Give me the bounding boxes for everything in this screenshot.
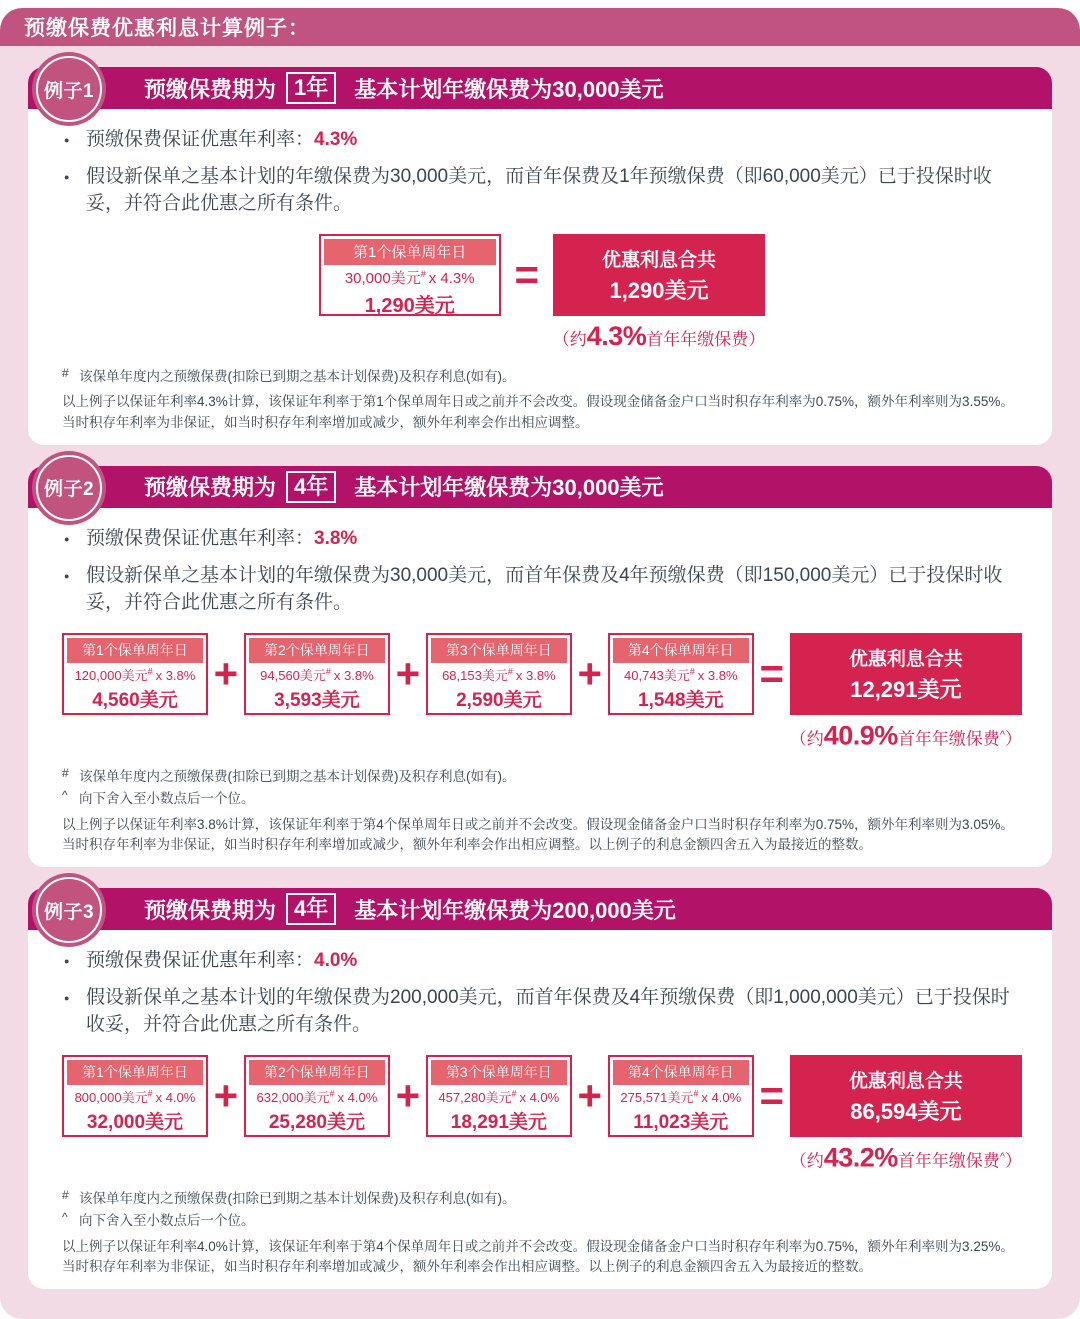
premium-text: 基本计划年缴保费为30,000美元 bbox=[354, 475, 664, 501]
hash-sup: # bbox=[147, 666, 153, 677]
caption-percent: 43.2% bbox=[823, 1142, 898, 1173]
rate-value: 3.8% bbox=[314, 527, 358, 549]
footnote-caret bbox=[62, 1211, 1022, 1231]
formula bbox=[431, 665, 567, 684]
formula-amount: 275,571美元 bbox=[620, 1090, 694, 1106]
formula-result: 11,023美元 bbox=[633, 1112, 729, 1134]
example-2-badge bbox=[32, 451, 106, 525]
anniversary-box-header: 第1个保单周年日 bbox=[67, 1060, 203, 1085]
footnote-marker: # bbox=[62, 765, 69, 780]
formula-amount: 68,153美元 bbox=[442, 667, 508, 683]
formula-rate: x 4.0% bbox=[155, 1090, 196, 1106]
example-3-calc-row bbox=[62, 1055, 1022, 1177]
example-card-3 bbox=[28, 888, 1052, 1289]
caption-open: （约 bbox=[789, 729, 824, 749]
rate-value: 4.0% bbox=[314, 950, 358, 972]
footnote-hash bbox=[62, 1189, 1022, 1209]
example-3-badge bbox=[32, 873, 106, 947]
hash-sup: # bbox=[689, 666, 695, 677]
footnote-text: 向下舍入至小数点后一个位。 bbox=[79, 791, 255, 807]
example-2-note: 以上例子以保证年利率3.8%计算，该保证年利率于第4个保单周年日或之前并不会改变。假设现金储备金户口当时积存年利率为0.75%，额外年利率则为3.05%。当时积存年利率为非保证，如当时积存年利率增加或减少，额外年利率会作出相应调整。以上例子的利息金额四舍五入为最接近的整数。 bbox=[62, 816, 1014, 852]
caption-open: （约 bbox=[552, 329, 587, 349]
example-3-result-column bbox=[790, 1055, 1022, 1177]
formula-amount: 94,560美元 bbox=[260, 667, 326, 683]
premium-text: 基本计划年缴保费为30,000美元 bbox=[354, 76, 664, 102]
plus-sign: + bbox=[577, 649, 603, 697]
anniversary-box-header: 第4个保单周年日 bbox=[613, 1060, 749, 1085]
formula-result: 18,291美元 bbox=[450, 1112, 547, 1134]
period-prefix: 预缴保费期为 bbox=[144, 76, 277, 102]
formula-rate: x 3.8% bbox=[333, 667, 374, 683]
caret-sup: ^ bbox=[999, 728, 1005, 741]
formula-rate: x 4.0% bbox=[519, 1090, 560, 1106]
plus-sign: + bbox=[395, 649, 421, 697]
formula bbox=[249, 665, 385, 684]
footnote-hash bbox=[62, 367, 1022, 387]
anniversary-box-header: 第4个保单周年日 bbox=[613, 638, 749, 663]
footnote-hash bbox=[62, 767, 1022, 787]
period-value-box: 1年 bbox=[286, 72, 336, 104]
example-2-footnotes bbox=[62, 767, 1022, 856]
footnote-marker: # bbox=[62, 1187, 69, 1202]
hash-sup: # bbox=[325, 666, 331, 677]
footnote-marker: # bbox=[62, 365, 69, 380]
total-value: 12,291美元 bbox=[850, 676, 962, 702]
rate-bullet bbox=[62, 948, 1022, 975]
total-label: 优惠利息合共 bbox=[601, 249, 716, 271]
formula-rate: x 3.8% bbox=[697, 667, 738, 683]
caption-tail: 首年年缴保费 bbox=[897, 1151, 1000, 1171]
plus-sign: + bbox=[395, 1072, 421, 1120]
percent-caption bbox=[790, 1142, 1022, 1177]
equals-sign: = bbox=[759, 1072, 785, 1120]
anniversary-box-header: 第1个保单周年日 bbox=[324, 239, 496, 265]
formula-rate: x 3.8% bbox=[155, 667, 196, 683]
anniversary-box-header: 第2个保单周年日 bbox=[249, 638, 385, 663]
hash-sup: # bbox=[147, 1088, 153, 1099]
formula bbox=[67, 665, 203, 684]
anniversary-box-2 bbox=[244, 633, 390, 715]
example-1-footnotes bbox=[62, 367, 1022, 433]
period-prefix: 预缴保费期为 bbox=[144, 897, 277, 923]
footnote-text: 该保单年度内之预缴保费(扣除已到期之基本计划保费)及积存利息(如有)。 bbox=[79, 368, 516, 384]
example-1-badge-label: 例子1 bbox=[36, 56, 102, 122]
footnote-text: 该保单年度内之预缴保费(扣除已到期之基本计划保费)及积存利息(如有)。 bbox=[79, 1190, 516, 1206]
formula-result: 4,560美元 bbox=[92, 689, 178, 711]
rate-bullet bbox=[62, 526, 1022, 553]
rate-label: 预缴保费保证优惠年利率： bbox=[86, 950, 315, 972]
example-3-header-bar bbox=[28, 888, 1052, 930]
caret-sup: ^ bbox=[999, 1151, 1005, 1164]
example-1-calc-row bbox=[62, 234, 1022, 355]
example-1-header-bar bbox=[28, 67, 1052, 109]
plus-sign: + bbox=[577, 1072, 603, 1120]
formula-amount: 632,000美元 bbox=[256, 1090, 330, 1106]
hash-sup: # bbox=[420, 268, 426, 279]
formula-result: 25,280美元 bbox=[268, 1112, 365, 1134]
percent-caption bbox=[553, 321, 766, 355]
formula-amount: 120,000美元 bbox=[74, 667, 148, 683]
equals-sign: = bbox=[759, 649, 785, 697]
anniversary-box-4 bbox=[608, 1055, 754, 1137]
example-3-note: 以上例子以保证年利率4.0%计算，该保证年利率于第4个保单周年日或之前并不会改变。假设现金储备金户口当时积存年利率为0.75%，额外年利率则为3.25%。当时积存年利率为非保证，如当时积存年利率增加或减少，额外年利率会作出相应调整。以上例子的利息金额四舍五入为最接近的整数。 bbox=[62, 1238, 1014, 1275]
formula-rate: x 4.3% bbox=[428, 269, 475, 287]
formula-result: 32,000美元 bbox=[86, 1112, 184, 1134]
example-2-header-bar bbox=[28, 466, 1052, 508]
formula-amount: 800,000美元 bbox=[74, 1090, 148, 1106]
period-value-box: 4年 bbox=[286, 893, 336, 925]
period-prefix: 预缴保费期为 bbox=[144, 475, 277, 501]
example-2-badge-label: 例子2 bbox=[36, 455, 102, 521]
footnote-marker: ^ bbox=[62, 1210, 68, 1225]
caption-close: ） bbox=[1004, 1151, 1022, 1171]
anniversary-box-header: 第1个保单周年日 bbox=[67, 638, 203, 663]
example-card-2 bbox=[28, 466, 1052, 867]
rate-value: 4.3% bbox=[314, 129, 358, 150]
footnote-marker: ^ bbox=[62, 788, 68, 803]
example-3-badge-label: 例子3 bbox=[36, 877, 102, 943]
percent-caption bbox=[790, 720, 1022, 755]
total-label: 优惠利息合共 bbox=[848, 648, 963, 670]
example-1-badge bbox=[32, 52, 106, 126]
anniversary-box-2 bbox=[244, 1055, 390, 1137]
total-interest-box bbox=[790, 633, 1022, 715]
plus-sign: + bbox=[213, 649, 239, 697]
page-title: 预缴保费优惠利息计算例子： bbox=[24, 17, 310, 40]
formula-rate: x 3.8% bbox=[515, 667, 556, 683]
period-value-box: 4年 bbox=[286, 471, 336, 503]
anniversary-box-header: 第2个保单周年日 bbox=[249, 1060, 385, 1085]
formula-result: 2,590美元 bbox=[456, 689, 542, 711]
formula bbox=[613, 1087, 749, 1106]
hash-sup: # bbox=[507, 666, 513, 677]
total-interest-box bbox=[553, 234, 766, 316]
formula bbox=[613, 665, 749, 684]
rate-bullet bbox=[62, 127, 1022, 154]
formula bbox=[431, 1087, 567, 1106]
anniversary-box-3 bbox=[426, 1055, 572, 1137]
formula-result: 1,548美元 bbox=[638, 689, 724, 711]
premium-text: 基本计划年缴保费为200,000美元 bbox=[354, 897, 676, 923]
plus-sign: + bbox=[213, 1072, 239, 1120]
caption-close: ） bbox=[1004, 729, 1022, 749]
example-1-note: 以上例子以保证年利率4.3%计算，该保证年利率于第1个保单周年日或之前并不会改变。假设现金储备金户口当时积存年利率为0.75%，额外年利率则为3.55%。当时积存年利率为非保证，如当时积存年利率增加或减少，额外年利率会作出相应调整。 bbox=[62, 394, 1014, 430]
caption-tail: 首年年缴保费 bbox=[897, 729, 1000, 749]
page-title-bar bbox=[0, 8, 1080, 46]
anniversary-box-1 bbox=[62, 633, 208, 715]
footnote-text: 向下舍入至小数点后一个位。 bbox=[79, 1213, 255, 1229]
total-interest-box bbox=[790, 1055, 1022, 1137]
example-3-body bbox=[28, 930, 1052, 1289]
formula-amount: 40,743美元 bbox=[624, 667, 690, 683]
anniversary-box-3 bbox=[426, 633, 572, 715]
example-1-body bbox=[28, 109, 1052, 445]
hash-sup: # bbox=[329, 1088, 335, 1099]
hash-sup: # bbox=[511, 1088, 517, 1099]
formula-rate: x 4.0% bbox=[337, 1090, 378, 1106]
formula bbox=[324, 267, 496, 288]
example-2-calc-row bbox=[62, 633, 1022, 755]
anniversary-box-1 bbox=[319, 234, 501, 316]
formula-rate: x 4.0% bbox=[701, 1090, 742, 1106]
example-3-footnotes bbox=[62, 1189, 1022, 1278]
footnote-text: 该保单年度内之预缴保费(扣除已到期之基本计划保费)及积存利息(如有)。 bbox=[79, 768, 516, 784]
total-value: 1,290美元 bbox=[609, 277, 709, 303]
rate-label: 预缴保费保证优惠年利率： bbox=[86, 527, 315, 549]
formula bbox=[67, 1087, 203, 1106]
example-card-1 bbox=[28, 67, 1052, 445]
anniversary-box-header: 第3个保单周年日 bbox=[431, 638, 567, 663]
example-2-result-column bbox=[790, 633, 1022, 755]
example-1-result-column bbox=[553, 234, 766, 355]
content-panel bbox=[0, 8, 1080, 1319]
formula-amount: 457,280美元 bbox=[438, 1090, 512, 1106]
caption-percent: 4.3% bbox=[586, 320, 647, 351]
assumption-bullet: ● 假设新保单之基本计划的年缴保费为30,000美元，而首年保费及4年预缴保费（即150,000美元）已于投保时收妥，并符合此优惠之所有条件。 bbox=[62, 563, 1022, 617]
hash-sup: # bbox=[693, 1088, 699, 1099]
anniversary-box-4 bbox=[608, 633, 754, 715]
footnote-caret bbox=[62, 789, 1022, 809]
formula-result: 1,290美元 bbox=[364, 294, 455, 317]
formula-amount: 30,000美元 bbox=[344, 269, 421, 287]
formula bbox=[249, 1087, 385, 1106]
assumption-bullet: ● 假设新保单之基本计划的年缴保费为30,000美元，而首年保费及1年预缴保费（即60,000美元）已于投保时收妥，并符合此优惠之所有条件。 bbox=[62, 164, 1022, 218]
caption-percent: 40.9% bbox=[823, 720, 898, 751]
example-2-body bbox=[28, 508, 1052, 867]
total-label: 优惠利息合共 bbox=[848, 1071, 963, 1093]
formula-result: 3,593美元 bbox=[274, 689, 360, 711]
rate-label: 预缴保费保证优惠年利率： bbox=[86, 129, 315, 150]
total-value: 86,594美元 bbox=[850, 1099, 962, 1125]
caption-open: （约 bbox=[789, 1151, 824, 1171]
equals-sign: = bbox=[514, 250, 539, 298]
assumption-bullet: ● 假设新保单之基本计划的年缴保费为200,000美元，而首年保费及4年预缴保费（即1,000,000美元）已于投保时收妥，并符合此优惠之所有条件。 bbox=[62, 985, 1022, 1039]
caption-tail: 首年年缴保费 bbox=[646, 329, 749, 349]
caption-close: ） bbox=[748, 329, 766, 349]
anniversary-box-1 bbox=[62, 1055, 208, 1137]
anniversary-box-header: 第3个保单周年日 bbox=[431, 1060, 567, 1085]
